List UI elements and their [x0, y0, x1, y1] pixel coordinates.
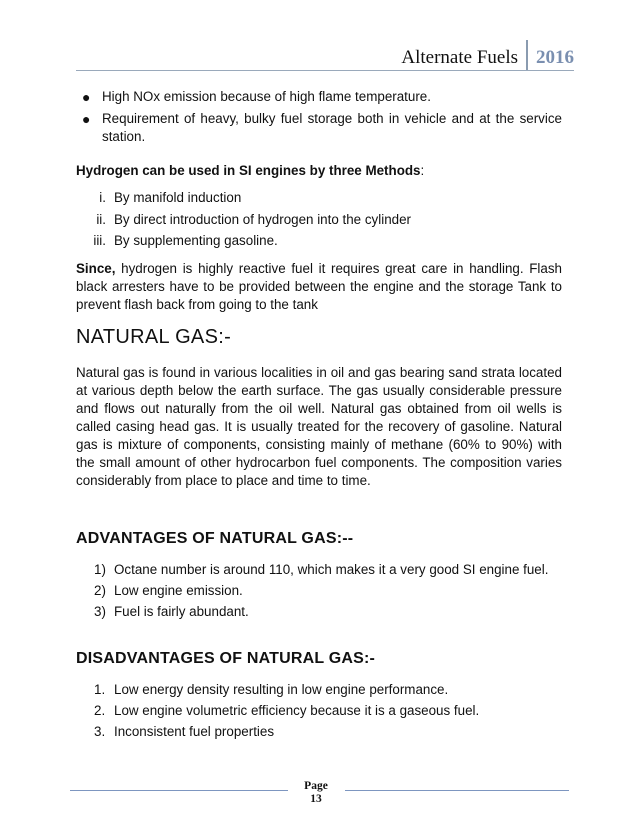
disadvantages-list — [94, 681, 562, 744]
list-number: 1) — [94, 562, 106, 577]
disadvantages-heading: DISADVANTAGES OF NATURAL GAS:- — [76, 650, 376, 667]
hydrogen-heading-bold: Hydrogen can be used in SI engines by three Methods — [76, 163, 421, 178]
page-number — [294, 780, 338, 806]
page-label: Page — [304, 780, 328, 792]
header-year: 2016 — [536, 47, 574, 68]
list-text: Fuel is fairly abundant. — [114, 604, 249, 619]
hydrogen-methods-heading — [76, 163, 562, 178]
list-text: Inconsistent fuel properties — [114, 724, 275, 739]
natural-gas-paragraph: Natural gas is found in various localities in oil and gas bearing sand strata located at various depth below the earth surface. The gas usually considerable pressure and flows out naturally from the oil well. Natural gas obtained from oil wells is called casing head gas. It is usually treated for the recovery of gasoline. Natural gas is mixture of components, consisting mainly of methane (60% to 90%) with the small amount of other hydrocarbon fuel components. The composition varies considerably from place to place and time to time. — [76, 365, 562, 488]
list-number: iii. — [93, 233, 106, 248]
list-text: Octane number is around 110, which makes it a very good SI engine fuel. — [114, 562, 549, 577]
list-item — [76, 232, 562, 254]
bullet-icon: ● — [82, 89, 91, 105]
list-number: ii. — [96, 211, 106, 227]
list-text: Low engine volumetric efficiency because it is a gaseous fuel. — [114, 703, 480, 718]
list-item — [76, 88, 562, 106]
list-number: i. — [99, 190, 106, 205]
list-text: By supplementing gasoline. — [114, 233, 278, 248]
footer-rule-right — [345, 790, 569, 791]
list-number: 2) — [94, 583, 106, 598]
running-header — [401, 40, 574, 70]
list-text: Low engine emission. — [114, 583, 243, 598]
list-item — [76, 211, 562, 233]
header-rule — [76, 70, 574, 71]
list-item — [76, 110, 562, 146]
since-text: hydrogen is highly reactive fuel it requires great care in handling. Flash black arresters have to be provided between the engine and the storage Tank to prevent flash back from going to the tank — [76, 261, 562, 312]
list-item — [94, 723, 562, 741]
advantages-list — [94, 561, 562, 624]
header-title: Alternate Fuels — [401, 47, 518, 68]
bullet-list — [76, 88, 562, 150]
since-paragraph — [76, 260, 562, 314]
list-text: Low energy density resulting in low engine performance. — [114, 682, 449, 697]
page-footer — [0, 776, 638, 816]
advantages-heading: ADVANTAGES OF NATURAL GAS:-- — [76, 530, 354, 547]
list-item — [76, 189, 562, 211]
list-number: 2. — [94, 703, 106, 718]
list-item — [94, 582, 562, 600]
hydrogen-heading-suffix: : — [420, 163, 425, 178]
list-text: By manifold induction — [114, 190, 242, 205]
list-number: 1. — [94, 682, 106, 697]
bullet-icon: ● — [82, 111, 91, 127]
list-number: 3) — [94, 604, 106, 619]
list-number: 3. — [94, 724, 106, 739]
list-item — [94, 681, 562, 699]
list-item — [94, 561, 562, 579]
list-text: By direct introduction of hydrogen into the cylinder — [114, 211, 411, 227]
list-item — [94, 603, 562, 621]
bullet-text: Requirement of heavy, bulky fuel storage both in vehicle and at the service station. — [102, 111, 562, 144]
page-number-value: 13 — [310, 793, 322, 805]
list-item — [94, 702, 562, 720]
natural-gas-heading: NATURAL GAS:- — [76, 326, 232, 348]
methods-list — [76, 189, 562, 254]
footer-rule-left — [70, 790, 288, 791]
bullet-text: High NOx emission because of high flame temperature. — [102, 89, 431, 104]
since-lead: Since, — [76, 261, 116, 276]
